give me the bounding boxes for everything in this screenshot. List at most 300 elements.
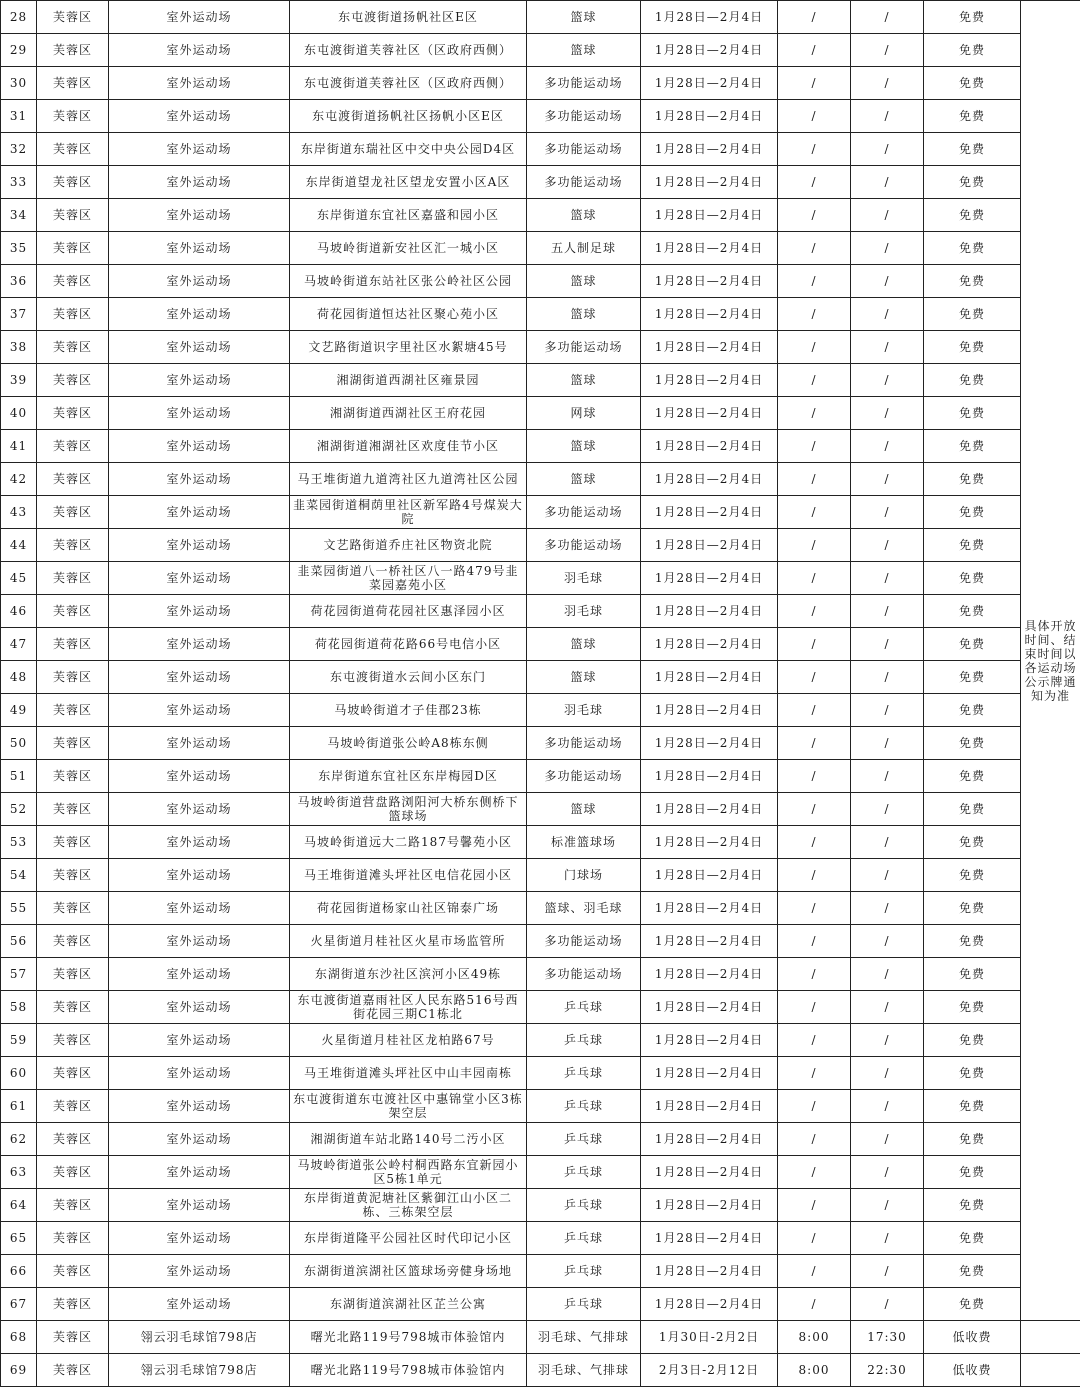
table-row [1,331,1080,364]
open-time-cell: / [778,595,851,628]
open-time-cell: / [778,958,851,991]
district-cell: 芙蓉区 [37,331,109,364]
district-cell: 芙蓉区 [37,34,109,67]
close-time-cell: / [851,1,924,34]
table-row [1,1222,1080,1255]
venue-type-cell: 室外运动场 [109,1057,290,1090]
address-cell: 东屯渡街道芙蓉社区（区政府西侧） [290,67,527,100]
table-row [1,496,1080,529]
address-cell: 曙光北路119号798城市体验馆内 [290,1354,527,1387]
row-number-cell: 42 [1,463,37,496]
district-cell: 芙蓉区 [37,991,109,1024]
open-dates-cell: 1月28日—2月4日 [641,958,778,991]
sport-type-cell: 乒乓球 [527,1222,641,1255]
row-number-cell: 32 [1,133,37,166]
address-cell: 东岸街道望龙社区望龙安置小区A区 [290,166,527,199]
venue-type-cell: 室外运动场 [109,364,290,397]
sport-type-cell: 篮球 [527,298,641,331]
open-time-cell: / [778,430,851,463]
close-time-cell: / [851,298,924,331]
close-time-cell: / [851,1288,924,1321]
address-cell: 湘湖街道西湖社区王府花园 [290,397,527,430]
address-cell: 马王堆街道九道湾社区九道湾社区公园 [290,463,527,496]
table-row [1,859,1080,892]
open-dates-cell: 1月28日—2月4日 [641,397,778,430]
open-dates-cell: 1月28日—2月4日 [641,760,778,793]
row-number-cell: 37 [1,298,37,331]
close-time-cell: / [851,628,924,661]
row-number-cell: 34 [1,199,37,232]
table-row [1,793,1080,826]
address-cell: 东屯渡街道扬帆社区E区 [290,1,527,34]
venue-type-cell: 室外运动场 [109,1255,290,1288]
venue-type-cell: 室外运动场 [109,463,290,496]
open-time-cell: 8:00 [778,1354,851,1387]
venue-type-cell: 室外运动场 [109,298,290,331]
fee-cell: 免费 [924,562,1021,595]
sport-type-cell: 篮球 [527,661,641,694]
row-number-cell: 35 [1,232,37,265]
close-time-cell: 17:30 [851,1321,924,1354]
row-number-cell: 58 [1,991,37,1024]
open-dates-cell: 1月28日—2月4日 [641,133,778,166]
district-cell: 芙蓉区 [37,1,109,34]
district-cell: 芙蓉区 [37,1189,109,1222]
open-time-cell: / [778,232,851,265]
sport-type-cell: 多功能运动场 [527,133,641,166]
district-cell: 芙蓉区 [37,265,109,298]
fee-cell: 免费 [924,529,1021,562]
close-time-cell: / [851,1024,924,1057]
sport-type-cell: 篮球、羽毛球 [527,892,641,925]
district-cell: 芙蓉区 [37,1156,109,1189]
close-time-cell: / [851,34,924,67]
fee-cell: 免费 [924,430,1021,463]
close-time-cell: / [851,1255,924,1288]
table-row [1,397,1080,430]
open-dates-cell: 1月28日—2月4日 [641,331,778,364]
open-dates-cell: 1月28日—2月4日 [641,1255,778,1288]
venue-type-cell: 室外运动场 [109,133,290,166]
sport-type-cell: 乒乓球 [527,1189,641,1222]
row-number-cell: 45 [1,562,37,595]
open-time-cell: / [778,925,851,958]
address-cell: 文艺路街道乔庄社区物资北院 [290,529,527,562]
close-time-cell: / [851,529,924,562]
open-time-cell: / [778,859,851,892]
district-cell: 芙蓉区 [37,1057,109,1090]
address-cell: 火星街道月桂社区龙柏路67号 [290,1024,527,1057]
row-number-cell: 60 [1,1057,37,1090]
open-dates-cell: 1月28日—2月4日 [641,562,778,595]
address-cell: 马坡岭街道东站社区张公岭社区公园 [290,265,527,298]
open-dates-cell: 1月28日—2月4日 [641,661,778,694]
fee-cell: 免费 [924,1189,1021,1222]
district-cell: 芙蓉区 [37,496,109,529]
fee-cell: 免费 [924,232,1021,265]
open-time-cell: / [778,331,851,364]
venue-type-cell: 室外运动场 [109,892,290,925]
address-cell: 韭菜园街道桐荫里社区新军路4号煤炭大院 [290,496,527,529]
address-cell: 东湖街道滨湖社区芷兰公寓 [290,1288,527,1321]
row-number-cell: 51 [1,760,37,793]
address-cell: 东湖街道东沙社区滨河小区49栋 [290,958,527,991]
fee-cell: 免费 [924,859,1021,892]
address-cell: 马坡岭街道才子佳郡23栋 [290,694,527,727]
district-cell: 芙蓉区 [37,1354,109,1387]
address-cell: 湘湖街道车站北路140号二汚小区 [290,1123,527,1156]
district-cell: 芙蓉区 [37,298,109,331]
close-time-cell: / [851,430,924,463]
address-cell: 东屯渡街道嘉雨社区人民东路516号西街花园三期C1栋北 [290,991,527,1024]
district-cell: 芙蓉区 [37,694,109,727]
open-dates-cell: 1月28日—2月4日 [641,529,778,562]
open-time-cell: / [778,1057,851,1090]
district-cell: 芙蓉区 [37,859,109,892]
open-dates-cell: 1月28日—2月4日 [641,166,778,199]
row-number-cell: 49 [1,694,37,727]
district-cell: 芙蓉区 [37,430,109,463]
close-time-cell: / [851,463,924,496]
fee-cell: 免费 [924,694,1021,727]
open-time-cell: / [778,892,851,925]
venue-type-cell: 室外运动场 [109,331,290,364]
table-row [1,298,1080,331]
close-time-cell: / [851,760,924,793]
sport-type-cell: 乒乓球 [527,1123,641,1156]
venue-type-cell: 翎云羽毛球馆798店 [109,1354,290,1387]
sport-type-cell: 多功能运动场 [527,496,641,529]
table-row [1,595,1080,628]
close-time-cell: / [851,397,924,430]
district-cell: 芙蓉区 [37,760,109,793]
sport-type-cell: 门球场 [527,859,641,892]
table-row [1,694,1080,727]
table-row [1,826,1080,859]
open-time-cell: / [778,199,851,232]
row-number-cell: 48 [1,661,37,694]
row-number-cell: 47 [1,628,37,661]
sport-type-cell: 乒乓球 [527,1255,641,1288]
open-dates-cell: 1月28日—2月4日 [641,67,778,100]
close-time-cell: / [851,1090,924,1123]
fee-cell: 免费 [924,793,1021,826]
sport-type-cell: 羽毛球、气排球 [527,1354,641,1387]
address-cell: 东屯渡街道芙蓉社区（区政府西侧） [290,34,527,67]
sport-type-cell: 羽毛球 [527,694,641,727]
open-dates-cell: 1月28日—2月4日 [641,100,778,133]
sport-type-cell: 篮球 [527,463,641,496]
district-cell: 芙蓉区 [37,595,109,628]
venue-type-cell: 室外运动场 [109,595,290,628]
open-dates-cell: 1月28日—2月4日 [641,859,778,892]
sport-type-cell: 乒乓球 [527,1288,641,1321]
close-time-cell: / [851,595,924,628]
table-row [1,727,1080,760]
address-cell: 文艺路街道识字里社区水絮塘45号 [290,331,527,364]
sport-type-cell: 篮球 [527,793,641,826]
open-dates-cell: 1月28日—2月4日 [641,34,778,67]
district-cell: 芙蓉区 [37,958,109,991]
row-number-cell: 65 [1,1222,37,1255]
fee-cell: 免费 [924,892,1021,925]
table-row [1,892,1080,925]
fee-cell: 免费 [924,166,1021,199]
venue-type-cell: 室外运动场 [109,265,290,298]
close-time-cell: / [851,232,924,265]
open-time-cell: / [778,364,851,397]
address-cell: 马坡岭街道远大二路187号馨苑小区 [290,826,527,859]
address-cell: 韭菜园街道八一桥社区八一路479号韭菜园嘉苑小区 [290,562,527,595]
close-time-cell: / [851,562,924,595]
row-number-cell: 30 [1,67,37,100]
venue-type-cell: 室外运动场 [109,793,290,826]
venue-type-cell: 室外运动场 [109,100,290,133]
district-cell: 芙蓉区 [37,199,109,232]
open-dates-cell: 1月28日—2月4日 [641,1024,778,1057]
close-time-cell: / [851,727,924,760]
fee-cell: 免费 [924,496,1021,529]
row-number-cell: 52 [1,793,37,826]
open-time-cell: / [778,562,851,595]
open-time-cell: / [778,1123,851,1156]
venue-type-cell: 室外运动场 [109,1189,290,1222]
address-cell: 东岸街道东宜社区嘉盛和园小区 [290,199,527,232]
row-number-cell: 28 [1,1,37,34]
address-cell: 东屯渡街道扬帆社区扬帆小区E区 [290,100,527,133]
open-time-cell: / [778,991,851,1024]
row-number-cell: 62 [1,1123,37,1156]
address-cell: 马坡岭街道张公岭A8栋东侧 [290,727,527,760]
open-dates-cell: 1月28日—2月4日 [641,1222,778,1255]
sport-type-cell: 乒乓球 [527,1090,641,1123]
table-row [1,1288,1080,1321]
table-row [1,628,1080,661]
open-dates-cell: 1月28日—2月4日 [641,199,778,232]
venue-type-cell: 室外运动场 [109,661,290,694]
open-time-cell: / [778,1288,851,1321]
district-cell: 芙蓉区 [37,925,109,958]
row-number-cell: 40 [1,397,37,430]
open-time-cell: / [778,34,851,67]
district-cell: 芙蓉区 [37,628,109,661]
table-row [1,265,1080,298]
sport-type-cell: 篮球 [527,628,641,661]
address-cell: 湘湖街道湘湖社区欢度佳节小区 [290,430,527,463]
open-dates-cell: 1月28日—2月4日 [641,1090,778,1123]
venue-type-cell: 室外运动场 [109,628,290,661]
row-number-cell: 68 [1,1321,37,1354]
district-cell: 芙蓉区 [37,1222,109,1255]
table-row [1,199,1080,232]
open-time-cell: / [778,793,851,826]
venue-type-cell: 室外运动场 [109,34,290,67]
open-dates-cell: 1月28日—2月4日 [641,826,778,859]
open-time-cell: / [778,1156,851,1189]
fee-cell: 免费 [924,991,1021,1024]
row-number-cell: 29 [1,34,37,67]
close-time-cell: / [851,1123,924,1156]
sport-type-cell: 篮球 [527,364,641,397]
fee-cell: 免费 [924,1123,1021,1156]
open-dates-cell: 1月28日—2月4日 [641,1,778,34]
row-number-cell: 53 [1,826,37,859]
district-cell: 芙蓉区 [37,1090,109,1123]
sport-type-cell: 多功能运动场 [527,331,641,364]
sport-type-cell: 标准篮球场 [527,826,641,859]
sport-type-cell: 多功能运动场 [527,67,641,100]
sport-type-cell: 乒乓球 [527,1024,641,1057]
address-cell: 荷花园街道恒达社区聚心苑小区 [290,298,527,331]
open-time-cell: / [778,1222,851,1255]
venue-type-cell: 室外运动场 [109,496,290,529]
fee-cell: 免费 [924,265,1021,298]
sport-type-cell: 多功能运动场 [527,727,641,760]
venue-type-cell: 室外运动场 [109,562,290,595]
address-cell: 曙光北路119号798城市体验馆内 [290,1321,527,1354]
open-time-cell: / [778,397,851,430]
fee-cell: 免费 [924,199,1021,232]
table-row [1,1,1080,34]
sport-type-cell: 多功能运动场 [527,100,641,133]
row-number-cell: 66 [1,1255,37,1288]
table-row [1,100,1080,133]
district-cell: 芙蓉区 [37,793,109,826]
table-row [1,1354,1080,1387]
open-time-cell: / [778,529,851,562]
note-cell [1021,1321,1080,1354]
close-time-cell: / [851,199,924,232]
row-number-cell: 67 [1,1288,37,1321]
open-time-cell: / [778,1255,851,1288]
fee-cell: 低收费 [924,1354,1021,1387]
row-number-cell: 46 [1,595,37,628]
row-number-cell: 38 [1,331,37,364]
fee-cell: 免费 [924,595,1021,628]
open-dates-cell: 1月28日—2月4日 [641,232,778,265]
venue-type-cell: 室外运动场 [109,529,290,562]
venue-type-cell: 室外运动场 [109,727,290,760]
venue-type-cell: 室外运动场 [109,1288,290,1321]
close-time-cell: / [851,694,924,727]
district-cell: 芙蓉区 [37,166,109,199]
close-time-cell: / [851,1222,924,1255]
open-dates-cell: 2月3日-2月12日 [641,1354,778,1387]
open-dates-cell: 1月28日—2月4日 [641,463,778,496]
close-time-cell: / [851,364,924,397]
address-cell: 东岸街道黄泥塘社区紫御江山小区二栋、三栋架空层 [290,1189,527,1222]
fee-cell: 免费 [924,133,1021,166]
table-row [1,364,1080,397]
row-number-cell: 33 [1,166,37,199]
open-dates-cell: 1月28日—2月4日 [641,496,778,529]
table-row [1,1090,1080,1123]
fee-cell: 免费 [924,826,1021,859]
row-number-cell: 31 [1,100,37,133]
row-number-cell: 63 [1,1156,37,1189]
open-dates-cell: 1月28日—2月4日 [641,364,778,397]
close-time-cell: / [851,100,924,133]
district-cell: 芙蓉区 [37,1321,109,1354]
close-time-cell: / [851,661,924,694]
open-time-cell: / [778,694,851,727]
fee-cell: 免费 [924,1222,1021,1255]
address-cell: 东屯渡街道水云间小区东门 [290,661,527,694]
table-row [1,430,1080,463]
table-row [1,1189,1080,1222]
open-time-cell: / [778,661,851,694]
close-time-cell: / [851,958,924,991]
open-dates-cell: 1月28日—2月4日 [641,991,778,1024]
sport-type-cell: 羽毛球、气排球 [527,1321,641,1354]
close-time-cell: / [851,892,924,925]
table-row [1,1321,1080,1354]
venue-type-cell: 室外运动场 [109,232,290,265]
open-dates-cell: 1月28日—2月4日 [641,298,778,331]
sport-type-cell: 多功能运动场 [527,760,641,793]
venue-type-cell: 室外运动场 [109,1090,290,1123]
fee-cell: 免费 [924,1255,1021,1288]
address-cell: 东岸街道东瑞社区中交中央公园D4区 [290,133,527,166]
close-time-cell: / [851,991,924,1024]
venue-type-cell: 室外运动场 [109,1,290,34]
row-number-cell: 50 [1,727,37,760]
open-dates-cell: 1月28日—2月4日 [641,892,778,925]
sport-type-cell: 羽毛球 [527,595,641,628]
open-time-cell: / [778,100,851,133]
close-time-cell: / [851,331,924,364]
row-number-cell: 61 [1,1090,37,1123]
fee-cell: 免费 [924,397,1021,430]
fee-cell: 免费 [924,1057,1021,1090]
district-cell: 芙蓉区 [37,133,109,166]
sport-type-cell: 网球 [527,397,641,430]
fee-cell: 低收费 [924,1321,1021,1354]
open-time-cell: / [778,166,851,199]
table-row [1,1123,1080,1156]
fee-cell: 免费 [924,661,1021,694]
table-row [1,529,1080,562]
row-number-cell: 57 [1,958,37,991]
row-number-cell: 55 [1,892,37,925]
venue-type-cell: 室外运动场 [109,958,290,991]
open-dates-cell: 1月28日—2月4日 [641,694,778,727]
district-cell: 芙蓉区 [37,727,109,760]
venue-type-cell: 室外运动场 [109,397,290,430]
district-cell: 芙蓉区 [37,463,109,496]
sport-type-cell: 乒乓球 [527,1156,641,1189]
row-number-cell: 44 [1,529,37,562]
row-number-cell: 64 [1,1189,37,1222]
venue-type-cell: 室外运动场 [109,166,290,199]
district-cell: 芙蓉区 [37,232,109,265]
open-time-cell: / [778,463,851,496]
close-time-cell: / [851,496,924,529]
sport-type-cell: 篮球 [527,265,641,298]
row-number-cell: 41 [1,430,37,463]
row-number-cell: 59 [1,1024,37,1057]
sport-type-cell: 多功能运动场 [527,925,641,958]
table-row [1,958,1080,991]
open-time-cell: / [778,67,851,100]
address-cell: 湘湖街道西湖社区雍景园 [290,364,527,397]
address-cell: 东岸街道东宜社区东岸梅园D区 [290,760,527,793]
close-time-cell: / [851,67,924,100]
fee-cell: 免费 [924,100,1021,133]
row-number-cell: 54 [1,859,37,892]
table-row [1,34,1080,67]
venue-type-cell: 室外运动场 [109,1156,290,1189]
